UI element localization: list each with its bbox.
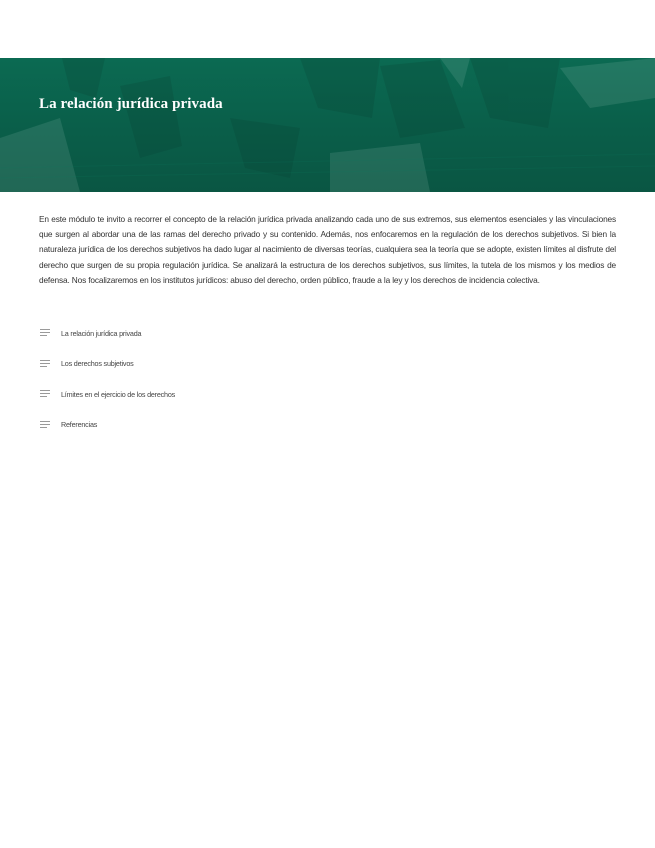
text-lines-icon <box>40 329 51 337</box>
hero-background-illustration <box>0 58 655 192</box>
intro-paragraph: En este módulo te invito a recorrer el concepto de la relación jurídica privada analizando cada uno de sus extremos, sus elementos esenciales y las vinculaciones que surgen al abordar una de las ramas del derecho privado y su contenido. Además, nos enfocaremos en la regulación de los derechos subjetivos. Si bien la naturaleza jurídica de los derechos subjetivos ha dado lugar al nacimiento de diversas teorías, cualquiera sea la teoría que se adopte, existen límites al disfrute del derecho que surgen de su propia regulación jurídica. Se analizará la estructura de los derechos subjetivos, sus límites, la tutela de los mismos y los medios de defensa. Nos focalizaremos en los institutos jurídicos: abuso del derecho, orden público, fraude a la ley y los derechos de incidencia colectiva. <box>39 214 616 285</box>
text-lines-icon <box>40 360 51 368</box>
text-lines-icon <box>40 390 51 398</box>
toc-item-label: Referencias <box>61 420 98 430</box>
table-of-contents <box>40 318 440 440</box>
toc-item-label: Límites en el ejercicio de los derechos <box>61 389 176 399</box>
toc-item-limites-ejercicio[interactable] <box>40 379 440 410</box>
toc-item-relacion-juridica[interactable] <box>40 318 440 349</box>
toc-item-label: Los derechos subjetivos <box>61 359 134 369</box>
hero-banner <box>0 58 655 192</box>
text-lines-icon <box>40 421 51 429</box>
toc-item-referencias[interactable] <box>40 410 440 441</box>
page-title: La relación jurídica privada <box>39 96 223 112</box>
toc-item-label: La relación jurídica privada <box>61 328 142 338</box>
toc-item-derechos-subjetivos[interactable] <box>40 349 440 380</box>
